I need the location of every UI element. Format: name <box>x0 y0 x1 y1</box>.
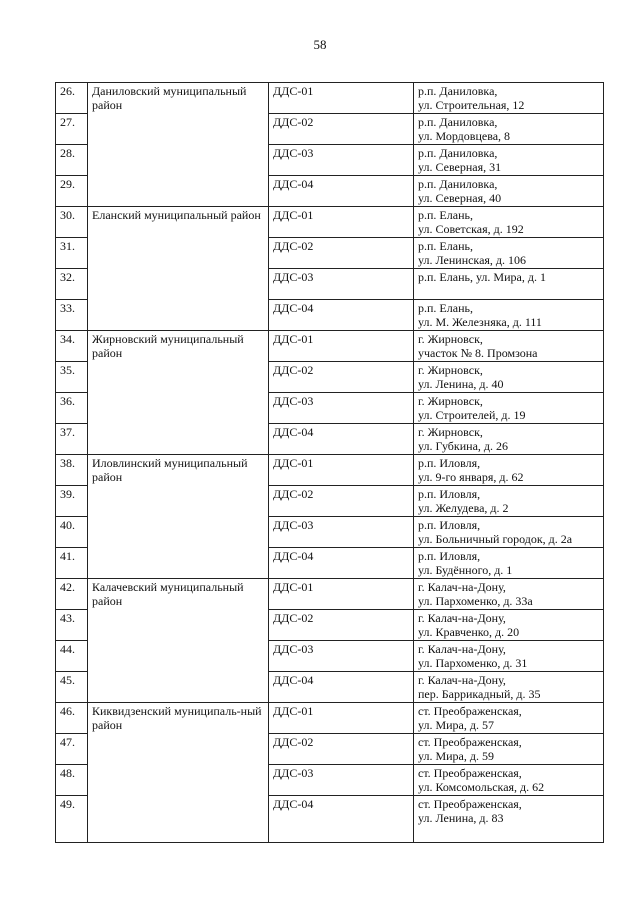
address-line: г. Калач-на-Дону, <box>418 673 506 687</box>
service-address <box>414 672 604 703</box>
address-line: р.п. Даниловка, <box>418 115 498 129</box>
service-address <box>414 455 604 486</box>
district-name: Еланский муниципальный район <box>88 207 269 331</box>
address-line: ул. Ленина, д. 40 <box>418 377 504 391</box>
address-line: ул. Северная, 31 <box>418 160 502 174</box>
row-number: 39. <box>56 486 88 517</box>
service-address <box>414 424 604 455</box>
row-number: 38. <box>56 455 88 486</box>
district-name: Киквидзенский муниципаль-ный район <box>88 703 269 843</box>
address-line: р.п. Елань, ул. Мира, д. 1 <box>418 270 546 284</box>
address-line: р.п. Иловля, <box>418 518 481 532</box>
service-address <box>414 331 604 362</box>
table-row <box>56 331 604 362</box>
address-line: ул. М. Железняка, д. 111 <box>418 315 542 329</box>
service-address <box>414 734 604 765</box>
service-address <box>414 765 604 796</box>
service-address <box>414 486 604 517</box>
service-code: ДДС-04 <box>269 176 414 207</box>
service-code: ДДС-04 <box>269 672 414 703</box>
address-line: ул. Желудева, д. 2 <box>418 501 509 515</box>
row-number: 47. <box>56 734 88 765</box>
row-number: 45. <box>56 672 88 703</box>
address-line: р.п. Даниловка, <box>418 84 498 98</box>
service-code: ДДС-03 <box>269 393 414 424</box>
address-line: г. Жирновск, <box>418 394 483 408</box>
service-code: ДДС-03 <box>269 269 414 300</box>
service-code: ДДС-01 <box>269 579 414 610</box>
row-number: 48. <box>56 765 88 796</box>
address-line: г. Жирновск, <box>418 425 483 439</box>
service-code: ДДС-01 <box>269 703 414 734</box>
address-line: г. Калач-на-Дону, <box>418 642 506 656</box>
address-line <box>418 284 600 298</box>
service-code: ДДС-03 <box>269 517 414 548</box>
row-number: 40. <box>56 517 88 548</box>
address-line: пер. Баррикадный, д. 35 <box>418 687 541 701</box>
address-line: ст. Преображенская, <box>418 797 522 811</box>
row-number: 43. <box>56 610 88 641</box>
address-line: ул. Мордовцева, 8 <box>418 129 511 143</box>
address-line: ул. Северная, 40 <box>418 191 502 205</box>
row-number: 27. <box>56 114 88 145</box>
address-line: г. Калач-на-Дону, <box>418 580 506 594</box>
service-address <box>414 548 604 579</box>
address-line: ул. Ленина, д. 83 <box>418 811 504 825</box>
service-code: ДДС-04 <box>269 548 414 579</box>
address-line: г. Жирновск, <box>418 363 483 377</box>
dispatch-services-table <box>55 82 604 843</box>
service-code: ДДС-04 <box>269 300 414 331</box>
service-address <box>414 703 604 734</box>
address-line: участок № 8. Промзона <box>418 346 538 360</box>
service-code: ДДС-01 <box>269 331 414 362</box>
row-number: 37. <box>56 424 88 455</box>
service-address <box>414 114 604 145</box>
service-code: ДДС-01 <box>269 207 414 238</box>
table-row <box>56 579 604 610</box>
row-number: 44. <box>56 641 88 672</box>
service-address <box>414 176 604 207</box>
address-line: р.п. Иловля, <box>418 549 481 563</box>
service-code: ДДС-03 <box>269 765 414 796</box>
address-line: ул. Губкина, д. 26 <box>418 439 508 453</box>
district-name: Иловлинский муниципальный район <box>88 455 269 579</box>
address-line: ул. Пархоменко, д. 33а <box>418 594 533 608</box>
service-code: ДДС-02 <box>269 238 414 269</box>
page-number: 58 <box>313 37 327 52</box>
address-line: ул. Строителей, д. 19 <box>418 408 526 422</box>
service-code: ДДС-03 <box>269 641 414 672</box>
row-number: 36. <box>56 393 88 424</box>
service-address <box>414 517 604 548</box>
row-number: 32. <box>56 269 88 300</box>
service-address <box>414 83 604 114</box>
service-code: ДДС-01 <box>269 83 414 114</box>
address-line: ул. Мира, д. 59 <box>418 749 494 763</box>
address-line: ул. Будённого, д. 1 <box>418 563 513 577</box>
service-address <box>414 145 604 176</box>
row-number: 30. <box>56 207 88 238</box>
district-name: Жирновский муниципальный район <box>88 331 269 455</box>
row-number: 31. <box>56 238 88 269</box>
table-row <box>56 703 604 734</box>
service-address <box>414 207 604 238</box>
address-line: ул. Строительная, 12 <box>418 98 525 112</box>
service-address <box>414 641 604 672</box>
address-line: р.п. Елань, <box>418 239 473 253</box>
service-address <box>414 238 604 269</box>
service-address <box>414 579 604 610</box>
address-line: г. Калач-на-Дону, <box>418 611 506 625</box>
service-address <box>414 362 604 393</box>
district-name: Калачевский муниципальный район <box>88 579 269 703</box>
service-code: ДДС-03 <box>269 145 414 176</box>
address-line: ул. Пархоменко, д. 31 <box>418 656 528 670</box>
table-body <box>56 83 604 843</box>
row-number: 33. <box>56 300 88 331</box>
address-line: ул. Комсомольская, д. 62 <box>418 780 545 794</box>
service-code: ДДС-02 <box>269 114 414 145</box>
district-name: Даниловский муниципальный район <box>88 83 269 207</box>
row-number: 49. <box>56 796 88 843</box>
row-number: 35. <box>56 362 88 393</box>
address-line: г. Жирновск, <box>418 332 483 346</box>
service-code: ДДС-02 <box>269 486 414 517</box>
service-code: ДДС-02 <box>269 610 414 641</box>
address-line: ул. Мира, д. 57 <box>418 718 494 732</box>
service-code: ДДС-01 <box>269 455 414 486</box>
service-address <box>414 300 604 331</box>
address-line: ул. Больничный городок, д. 2а <box>418 532 573 546</box>
service-address <box>414 610 604 641</box>
address-line: ст. Преображенская, <box>418 735 522 749</box>
table-row <box>56 455 604 486</box>
row-number: 41. <box>56 548 88 579</box>
service-address <box>414 796 604 843</box>
service-address <box>414 393 604 424</box>
address-line: ул. Кравченко, д. 20 <box>418 625 520 639</box>
table-row <box>56 83 604 114</box>
row-number: 34. <box>56 331 88 362</box>
row-number: 46. <box>56 703 88 734</box>
address-line: р.п. Даниловка, <box>418 177 498 191</box>
address-line: р.п. Елань, <box>418 208 473 222</box>
address-line: р.п. Елань, <box>418 301 473 315</box>
service-code: ДДС-04 <box>269 424 414 455</box>
service-code: ДДС-04 <box>269 796 414 843</box>
address-line: р.п. Иловля, <box>418 487 481 501</box>
address-line: р.п. Иловля, <box>418 456 481 470</box>
address-line: ст. Преображенская, <box>418 704 522 718</box>
address-line: ул. 9-го января, д. 62 <box>418 470 524 484</box>
address-line: р.п. Даниловка, <box>418 146 498 160</box>
row-number: 42. <box>56 579 88 610</box>
address-line: ул. Ленинская, д. 106 <box>418 253 527 267</box>
row-number: 26. <box>56 83 88 114</box>
service-address <box>414 269 604 300</box>
row-number: 28. <box>56 145 88 176</box>
table-row <box>56 207 604 238</box>
row-number: 29. <box>56 176 88 207</box>
address-line: ст. Преображенская, <box>418 766 522 780</box>
address-line: ул. Советская, д. 192 <box>418 222 524 236</box>
service-code: ДДС-02 <box>269 362 414 393</box>
service-code: ДДС-02 <box>269 734 414 765</box>
